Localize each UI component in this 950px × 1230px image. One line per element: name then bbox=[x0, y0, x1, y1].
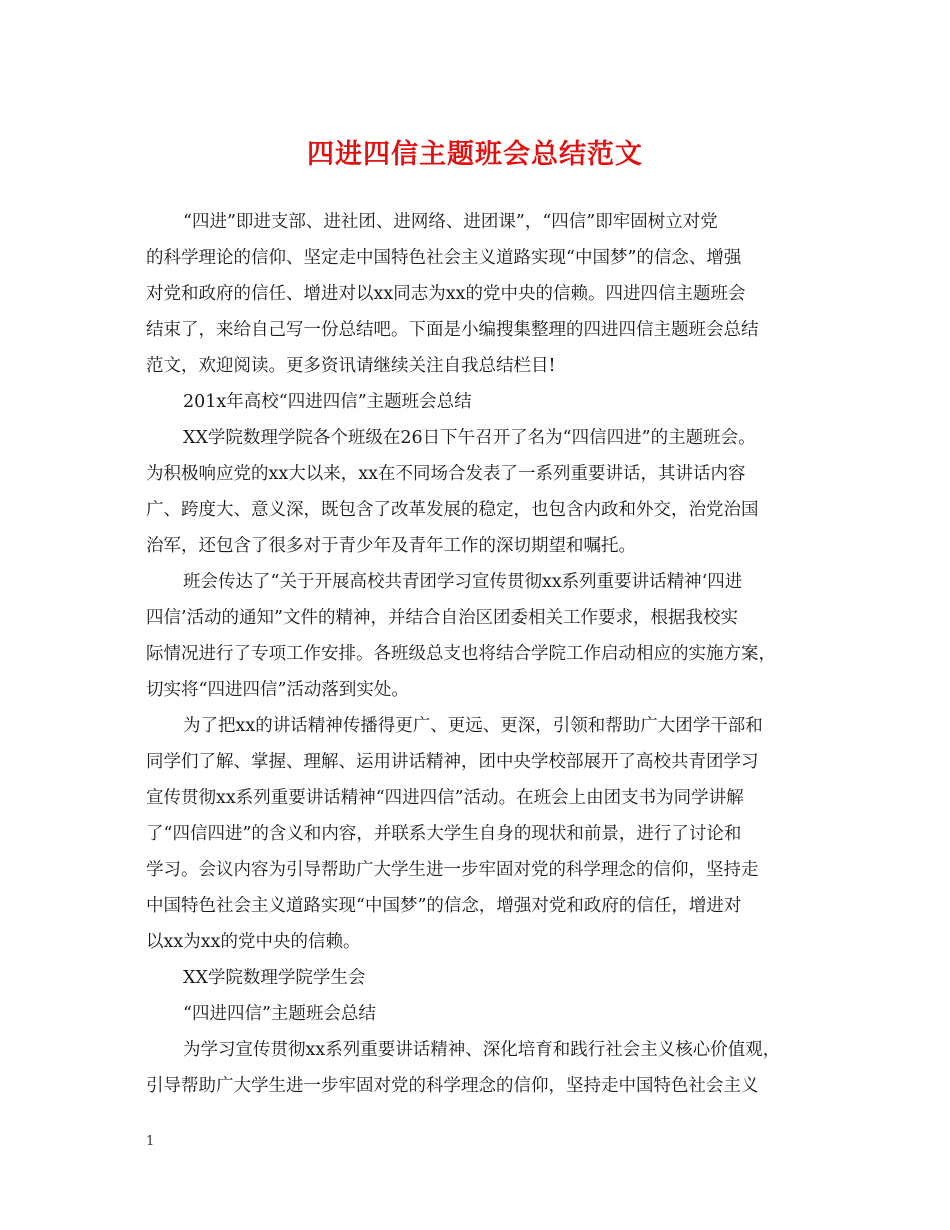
text-line: 的科学理论的信仰、坚定走中国特色社会主义道路实现“中国梦”的信念、增强 bbox=[146, 248, 742, 268]
text-line: 四信’活动的通知”文件的精神，并结合自治区团委相关工作要求，根据我校实 bbox=[146, 608, 739, 628]
text-line: 以xx为xx的党中央的信赖。 bbox=[146, 932, 361, 952]
text-line: 了“四信四进”的含义和内容，并联系大学生自身的现状和前景，进行了讨论和 bbox=[146, 824, 742, 844]
signature-line: XX学院数理学院学生会 bbox=[183, 968, 366, 988]
text-line: 治军，还包含了很多对于青少年及青年工作的深切期望和嘱托。 bbox=[146, 536, 636, 556]
text-line: XX学院数理学院各个班级在26日下午召开了名为“四信四进”的主题班会。 bbox=[183, 428, 756, 448]
text-line: 为积极响应党的xx大以来，xx在不同场合发表了一系列重要讲话，其讲话内容 bbox=[146, 464, 746, 484]
text-line: 结束了，来给自己写一份总结吧。下面是小编搜集整理的四进四信主题班会总结 bbox=[146, 320, 759, 340]
text-line: 广、跨度大、意义深，既包含了改革发展的稳定，也包含内政和外交，治党治国 bbox=[146, 500, 759, 520]
text-line: 范文，欢迎阅读。更多资讯请继续关注自我总结栏目! bbox=[146, 356, 556, 376]
text-line: “四进”即进支部、进社团、进网络、进团课”，“四信”即牢固树立对党 bbox=[183, 212, 718, 232]
text-line: 学习。会议内容为引导帮助广大学生进一步牢固对党的科学理念的信仰，坚持走 bbox=[146, 860, 759, 880]
text-line: 同学们了解、掌握、理解、运用讲话精神，团中央学校部展开了高校共青团学习 bbox=[146, 752, 759, 772]
text-line: 切实将“四进四信”活动落到实处。 bbox=[146, 680, 409, 700]
text-line: 对党和政府的信任、增进对以xx同志为xx的党中央的信赖。四进四信主题班会 bbox=[146, 284, 746, 304]
text-line: 引导帮助广大学生进一步牢固对党的科学理念的信仰，坚持走中国特色社会主义 bbox=[146, 1076, 759, 1096]
section-heading: “四进四信”主题班会总结 bbox=[183, 1004, 376, 1024]
text-line: 为了把xx的讲话精神传播得更广、更远、更深，引领和帮助广大团学干部和 bbox=[183, 716, 763, 736]
document-body bbox=[146, 204, 836, 1104]
text-line: 际情况进行了专项工作安排。各班级总支也将结合学院工作启动相应的实施方案， bbox=[146, 644, 776, 664]
page-number: 1 bbox=[146, 1134, 155, 1149]
section-heading: 201x年高校“四进四信”主题班会总结 bbox=[183, 392, 472, 412]
document-title: 四进四信主题班会总结范文 bbox=[307, 139, 643, 170]
text-line: 班会传达了“关于开展高校共青团学习宣传贯彻xx系列重要讲话精神‘四进 bbox=[183, 572, 743, 592]
text-line: 宣传贯彻xx系列重要讲话精神“四进四信”活动。在班会上由团支书为同学讲解 bbox=[146, 788, 744, 808]
text-line: 为学习宣传贯彻xx系列重要讲话精神、深化培育和践行社会主义核心价值观， bbox=[183, 1040, 781, 1060]
text-line: 中国特色社会主义道路实现“中国梦”的信念，增强对党和政府的信任，增进对 bbox=[146, 896, 742, 916]
